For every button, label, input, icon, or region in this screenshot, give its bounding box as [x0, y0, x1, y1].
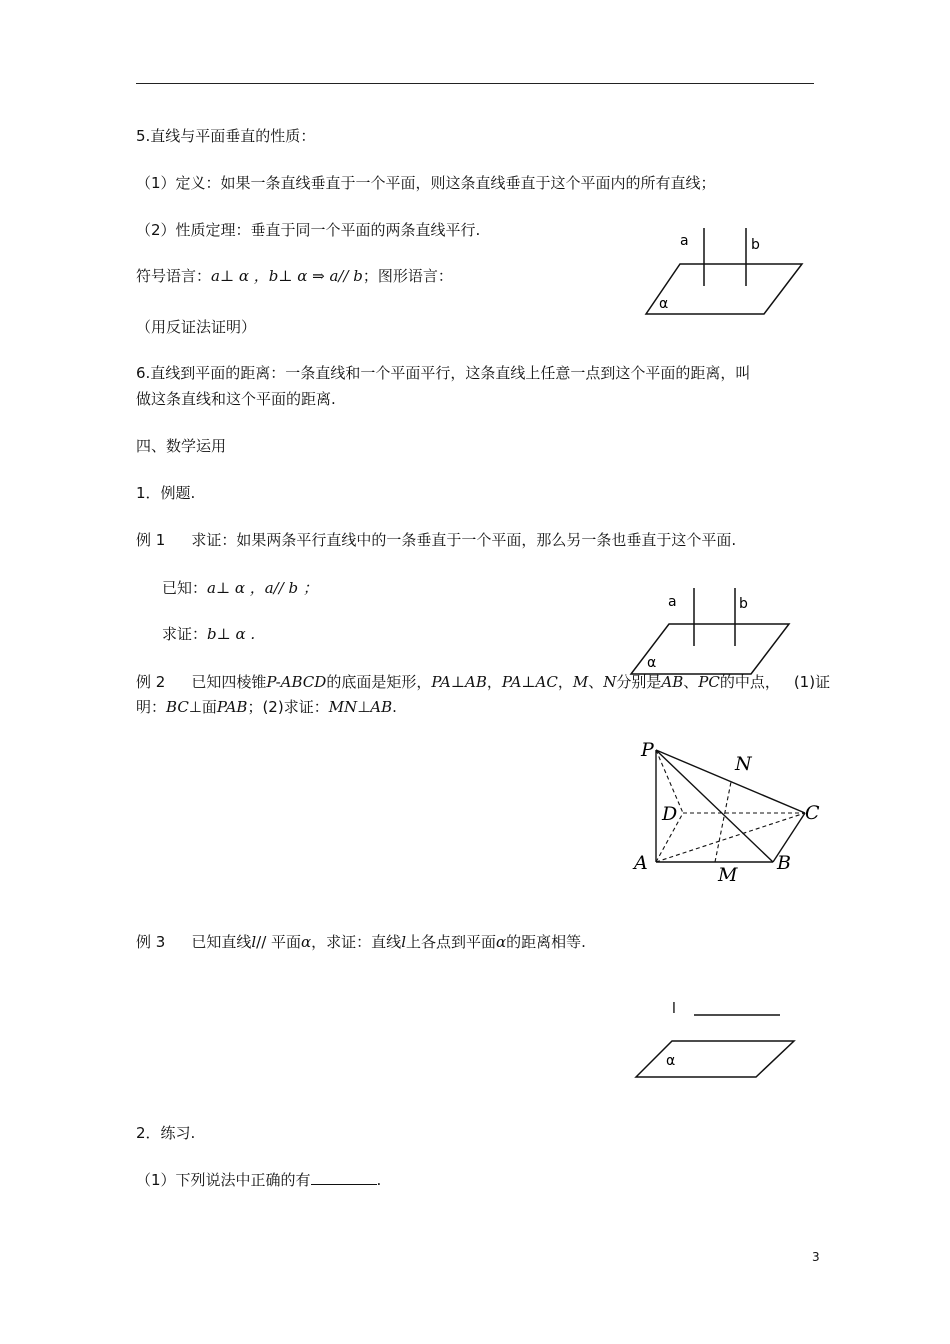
- ex2-line2-c: ；(2)求证：: [247, 698, 329, 716]
- ex2-ab2: AB: [370, 698, 393, 716]
- ex3-l2: l: [401, 933, 406, 951]
- ex2-text-b: 的底面是矩形，: [326, 673, 432, 691]
- plane-alpha: [646, 264, 802, 314]
- section5-definition: （1）定义：如果一条直线垂直于一个平面，则这条直线垂直于这个平面内的所有直线；: [136, 174, 716, 192]
- example1-prove: [162, 623, 255, 645]
- label-a: a: [668, 594, 677, 610]
- ex2-cond2: PA⊥AC: [501, 673, 558, 691]
- ex2-sep1: ，: [486, 673, 502, 691]
- ex2-sep4: 、: [683, 673, 699, 691]
- figure-parallel-perpendicular-lines: [640, 222, 810, 322]
- given-expression: a⊥ α ，a// b ；: [207, 579, 318, 597]
- practice-heading: 2．练习.: [136, 1124, 196, 1142]
- practice-q1-end: .: [376, 1171, 382, 1189]
- label-P: P: [641, 739, 654, 761]
- label-D: D: [662, 803, 678, 825]
- ex3-text-d: 上各点到平面: [406, 933, 497, 951]
- examples-heading: 1．例题.: [136, 484, 196, 502]
- symbol-prefix: 符号语言：: [136, 267, 212, 285]
- figure-pyramid-P-ABCD: [625, 735, 825, 890]
- example3-statement: [136, 931, 586, 953]
- ex2-line2-d: ⊥: [357, 698, 371, 716]
- symbol-suffix: ；图形语言：: [362, 267, 453, 285]
- ex2-text-c: 分别是: [616, 673, 662, 691]
- ex2-q1: (1)证: [793, 673, 831, 691]
- prove-label: 求证：: [162, 625, 208, 643]
- practice-question1: [136, 1169, 381, 1191]
- ex2-mn: MN: [328, 698, 358, 716]
- given-label: 已知：: [162, 579, 208, 597]
- ex2-sep3: 、: [588, 673, 604, 691]
- ex3-l1: l: [251, 933, 257, 951]
- ex2-bc: BC: [166, 698, 189, 716]
- ex3-text-e: 的距离相等.: [506, 933, 586, 951]
- symbol-expression: a⊥ α ，b⊥ α ⇒ a// b: [211, 267, 363, 285]
- page-number: 3: [812, 1250, 820, 1264]
- ex2-ab: AB: [661, 673, 684, 691]
- figure-line-parallel-plane: [630, 995, 805, 1085]
- answer-blank: [311, 1170, 377, 1185]
- label-C: C: [805, 802, 820, 824]
- ex2-line2-e: .: [392, 698, 397, 716]
- ex2-line2-b: ⊥面: [188, 698, 217, 716]
- section5-theorem: （2）性质定理：垂直于同一个平面的两条直线平行.: [136, 221, 481, 239]
- label-b: b: [739, 596, 748, 612]
- label-A: A: [634, 852, 648, 874]
- section6-line2: 做这条直线和这个平面的距离.: [136, 390, 336, 408]
- ex2-pyramid: P-ABCD: [266, 673, 327, 691]
- ex2-n: N: [603, 673, 617, 691]
- label-B: B: [777, 852, 791, 874]
- ex3-alpha2: α: [496, 933, 507, 951]
- ex3-text-c: ，求证：直线: [311, 933, 402, 951]
- ex2-text-d: 的中点，: [719, 673, 780, 691]
- example1-given: [162, 577, 318, 599]
- label-alpha: α: [647, 655, 657, 671]
- ex3-text-b: // 平面: [256, 933, 302, 951]
- label-N: N: [735, 753, 752, 775]
- example2-line2: [136, 696, 397, 718]
- ex2-sep2: ，: [557, 673, 573, 691]
- section6-line1: 6.直线到平面的距离：一条直线和一个平面平行，这条直线上任意一点到这个平面的距离，叫: [136, 364, 751, 382]
- label-l: l: [672, 1001, 676, 1017]
- example2-label: 例 2: [136, 673, 166, 691]
- example1-label: 例 1: [136, 531, 166, 549]
- section5-title: 5.直线与平面垂直的性质：: [136, 127, 316, 145]
- ex2-line2-a: 明：: [136, 698, 167, 716]
- ex3-text-a: 已知直线: [191, 933, 252, 951]
- example1-text: 求证：如果两条平行直线中的一条垂直于一个平面，那么另一条也垂直于这个平面.: [191, 531, 737, 549]
- prove-expression: b⊥ α .: [207, 625, 256, 643]
- section4-heading: 四、数学运用: [136, 437, 227, 455]
- label-alpha: α: [659, 296, 669, 312]
- label-b: b: [751, 237, 760, 253]
- segment-MN: [715, 782, 731, 862]
- label-a: a: [680, 233, 689, 249]
- section5-proof-method: （用反证法证明）: [136, 318, 257, 336]
- label-alpha: α: [666, 1053, 676, 1069]
- ex2-cond1: PA⊥AB: [431, 673, 487, 691]
- ex2-pc: PC: [698, 673, 720, 691]
- plane-alpha: [636, 1041, 794, 1077]
- ex2-m: M: [572, 673, 589, 691]
- edge-PC: [656, 750, 805, 813]
- ex2-pab: PAB: [216, 698, 248, 716]
- header-rule: [136, 83, 814, 84]
- ex3-alpha1: α: [301, 933, 312, 951]
- section5-symbol-line: [136, 265, 453, 287]
- example1-statement: [136, 529, 736, 551]
- label-M: M: [718, 864, 738, 886]
- figure-example1: [625, 584, 800, 676]
- ex2-text-a: 已知四棱锥: [191, 673, 267, 691]
- example3-label: 例 3: [136, 933, 166, 951]
- practice-q1-text: （1）下列说法中正确的有: [136, 1171, 311, 1189]
